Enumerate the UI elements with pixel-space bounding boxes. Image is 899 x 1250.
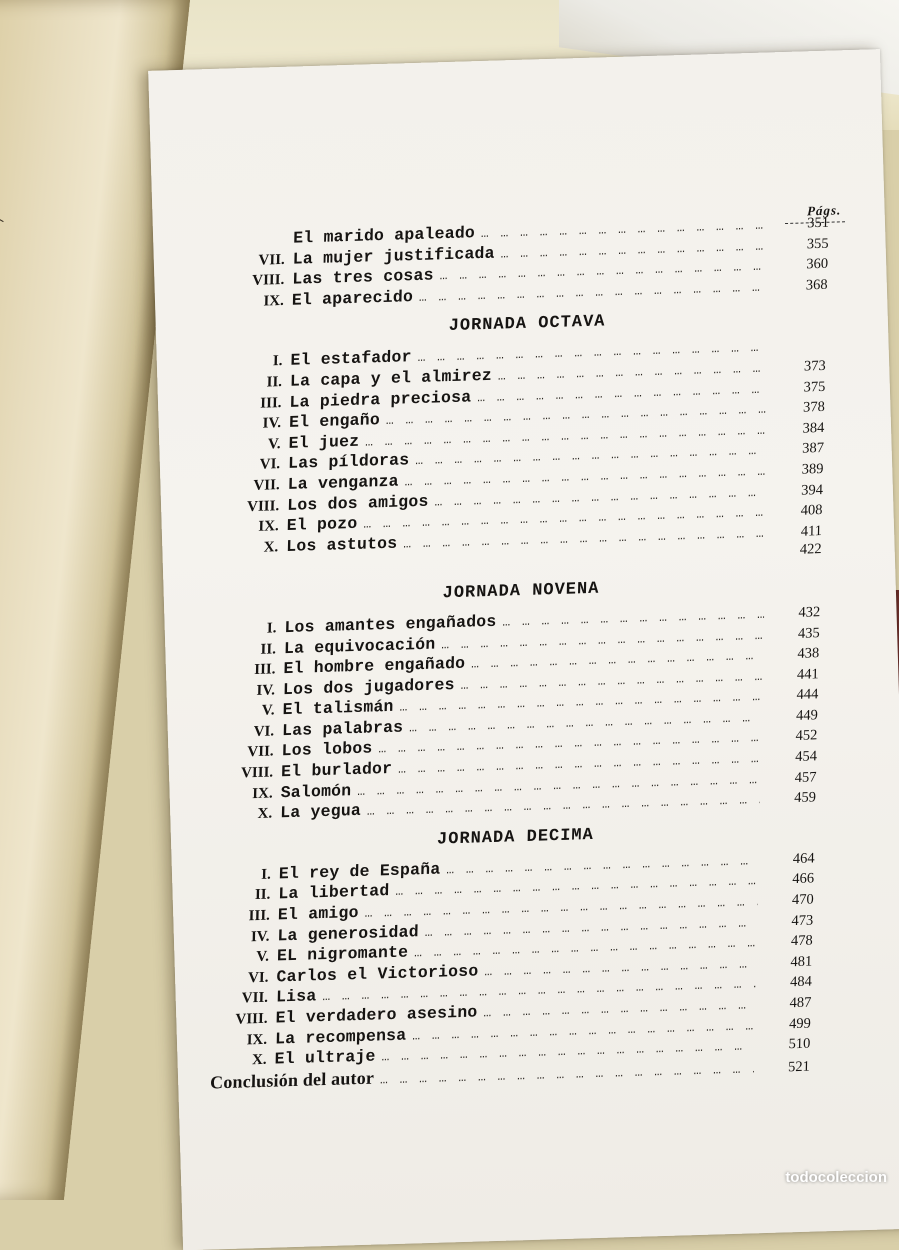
entry-title: Las píldoras [287,450,410,474]
entry-page: 368 [805,276,828,294]
entry-page: 384 [802,419,825,437]
entry-numeral: VII. [253,477,280,494]
entry-title: La venganza [287,471,399,494]
entry-page: 441 [796,665,819,683]
entry-numeral: VII. [258,251,285,269]
entry-numeral: III. [260,394,282,412]
entry-page: 481 [790,953,813,971]
entry-numeral: IX. [252,785,273,802]
entry-title: La libertad [278,881,390,904]
watermark-logo: todocoleccion [785,1169,887,1186]
entry-page: 484 [789,973,812,991]
entry-title: La mujer justificada [292,243,495,269]
entry-numeral: VIII. [240,764,274,782]
entry-page: 408 [800,502,823,519]
entry-page: 473 [791,912,814,929]
entry-title: El rey de España [278,859,441,884]
table-of-contents [209,202,842,1093]
entry-title: El pozo [286,513,358,536]
entry-numeral: IX. [263,292,285,310]
entry-title: La equivocación [283,634,436,658]
entry-page: 378 [802,399,826,416]
entry-title: Carlos el Victorioso [276,961,479,987]
entry-title: Las palabras [281,717,404,741]
entry-title: El talismán [282,697,394,720]
entry-title: El verdadero asesino [275,1002,478,1028]
entry-numeral: VIII. [246,497,280,515]
entry-title: La generosidad [277,921,420,946]
section-heading: JORNADA OCTAVA [448,312,606,337]
entry-page: 432 [798,604,821,621]
entry-page: 452 [795,727,818,745]
entry-numeral: VI. [253,723,275,740]
entry-numeral: V. [261,702,275,720]
entry-title: El hombre engañado [283,653,466,679]
left-header-rule [0,195,4,222]
entry-numeral: VIII. [252,272,285,290]
entry-title: Salomón [280,780,352,802]
entry-title: La recompensa [274,1025,407,1049]
entry-title: Los dos amigos [286,491,429,515]
entry-numeral: IV. [256,682,276,699]
entry-numeral: III. [248,907,271,925]
entry-numeral: VI. [259,456,281,474]
entry-page: 387 [801,440,825,457]
section-heading: JORNADA NOVENA [442,579,600,604]
entry-title: El estafador [290,347,412,371]
right-book-page [148,49,899,1250]
section-jornada-decima [210,848,815,1093]
entry-numeral: I. [266,620,277,637]
entry-numeral: II. [254,887,271,904]
entry-title: Las tres cosas [292,265,434,289]
entry-title: El engaño [288,410,381,432]
entry-title: La capa y el almirez [289,365,493,391]
entry-page: 464 [792,850,815,867]
entry-numeral [222,569,286,571]
entry-title: El amigo [277,903,359,925]
entry-numeral: VII. [241,990,269,1007]
entry-page: 373 [803,357,826,375]
entry-numeral: IV. [250,928,270,945]
entry-title: La yegua [279,801,362,823]
entry-page: 360 [806,255,829,273]
entry-page: 444 [796,686,819,704]
entry-numeral: IX. [258,518,279,535]
entry-numeral [229,243,293,245]
entry-page: 411 [800,522,823,540]
section-heading: JORNADA DECIMA [436,825,594,850]
entry-page: 459 [794,789,817,807]
section-jornada-octava [222,335,827,580]
entry-page [776,349,826,350]
entry-page: 454 [794,748,818,766]
entry-page: 351 [807,214,830,232]
entry-title: El burlador [280,758,393,782]
entry-page: 478 [790,932,813,950]
entry-title: Los astutos [286,533,398,556]
entry-numeral: V. [256,948,270,966]
entry-title: Los amantes engañados [284,611,497,637]
entry-page: 457 [794,768,817,786]
entry-numeral: X. [257,805,273,823]
entry-numeral: V. [267,435,281,453]
entry-title: El ultraje [274,1046,376,1069]
entry-numeral: I. [272,353,283,370]
entry-title: El aparecido [291,286,414,310]
entry-page: 375 [803,378,826,396]
entry-title: El marido apaleado [293,223,476,248]
entry-title: Lisa [275,986,317,1007]
entry-numeral: III. [254,661,276,679]
entry-numeral: II. [260,640,277,658]
entry-numeral: VIII. [235,1010,268,1028]
entry-page: 521 [787,1058,811,1076]
entry-page: 389 [801,460,824,478]
entry-numeral: X. [251,1051,267,1069]
entry-title: EL nigromante [276,942,409,966]
entry-title: Los dos jugadores [282,674,455,699]
dot-leader [380,1061,754,1087]
entry-page: 435 [797,624,820,642]
section-jornada-novena [216,602,820,826]
entry-page: 510 [788,1035,811,1053]
entry-page: 355 [806,235,829,252]
entry-page: 470 [791,891,814,909]
entry-page: 466 [792,870,815,888]
entry-numeral: II. [266,373,283,391]
entry-title: La piedra preciosa [289,386,472,412]
entry-numeral: VI. [247,969,269,987]
entry-title: El juez [288,431,360,453]
entry-numeral: IV. [262,415,282,432]
entry-numeral: IX. [246,1031,268,1048]
entry-page: 487 [789,994,812,1012]
entry-page: 394 [801,481,824,499]
entry-page: 499 [788,1015,812,1032]
pages-column-header: Págs. [806,202,842,219]
entry-numeral: X. [263,538,279,556]
entry-page: 449 [795,707,819,724]
entry-numeral: I. [261,866,272,883]
entry-numeral: VII. [247,743,274,761]
entry-page: 422 [799,541,822,559]
entry-title: Conclusión del autor [209,1067,375,1093]
entry-page: 438 [797,645,820,662]
entry-title: Los lobos [281,738,373,761]
